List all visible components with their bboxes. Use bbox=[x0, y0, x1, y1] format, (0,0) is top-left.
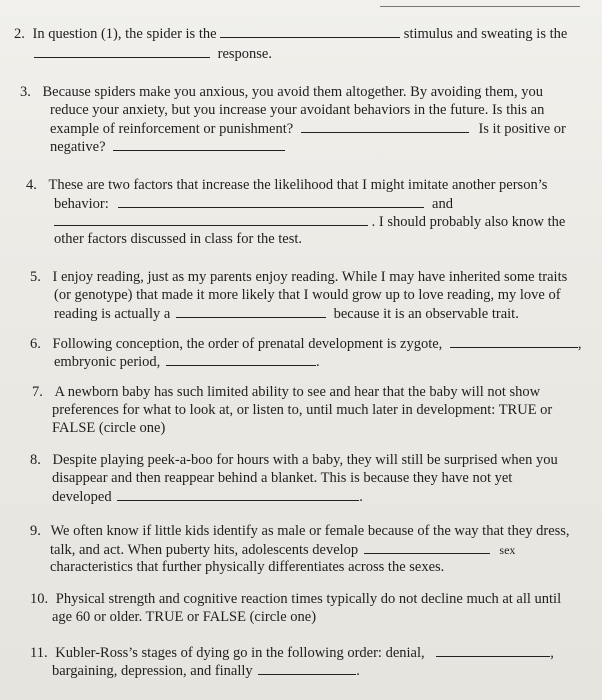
q9-number: 9. bbox=[30, 523, 41, 539]
q11-text-2: bargaining, depression, and finally bbox=[52, 663, 253, 679]
q3-line2: reduce your anxiety, but you increase your avoidant behaviors in the future. Is this an bbox=[50, 102, 545, 118]
q5-number: 5. bbox=[30, 269, 41, 285]
q3-text-3b: Is it positive or bbox=[478, 121, 566, 137]
q11-blank-1[interactable] bbox=[436, 644, 550, 657]
q11-line1: 11. Kubler-Ross’s stages of dying go in the following order: denial, , bbox=[30, 645, 554, 661]
q10-line2: age 60 or older. TRUE or FALSE (circle one) bbox=[52, 609, 317, 625]
q11-text-1: Kubler-Ross’s stages of dying go in the following order: denial, bbox=[55, 645, 425, 661]
q4-text-2a: behavior: bbox=[54, 196, 109, 212]
q9-line2 bbox=[50, 541, 515, 558]
q11-number: 11. bbox=[30, 645, 48, 661]
q11-line2: bargaining, depression, and finally . bbox=[52, 663, 360, 679]
q2-line2 bbox=[34, 45, 272, 62]
q5-text-3b: because it is an observable trait. bbox=[333, 306, 519, 322]
q6-line1: 6. Following conception, the order of prenatal development is zygote, , bbox=[30, 336, 582, 352]
q9-text-2b: sex bbox=[499, 543, 516, 557]
q4-line1 bbox=[26, 177, 547, 193]
q11-blank-2[interactable] bbox=[258, 662, 356, 675]
q3-line3 bbox=[50, 120, 566, 137]
q3-text-3a: example of reinforcement or punishment? bbox=[50, 121, 294, 137]
q5-line1 bbox=[30, 269, 567, 285]
q10-text-1: Physical strength and cognitive reaction times typically do not decline much at all until bbox=[55, 591, 562, 607]
q7-line2: preferences for what to look at, or listen to, until much later in development: TRUE or bbox=[52, 402, 553, 418]
q6-number: 6. bbox=[30, 336, 41, 352]
q2-number: 2. bbox=[14, 26, 25, 42]
q9-text-1: We often know if little kids identify as male or female because of the way that they dress, bbox=[50, 523, 570, 539]
q4-number: 4. bbox=[26, 177, 37, 193]
q3-blank-1[interactable] bbox=[301, 120, 469, 133]
q3-line1 bbox=[20, 84, 543, 100]
q2-text-c: response. bbox=[217, 46, 272, 62]
q4-text-3: . I should probably also know the bbox=[371, 214, 566, 230]
q3-text-4: negative? bbox=[50, 139, 106, 155]
q2-text-a: In question (1), the spider is the bbox=[32, 26, 217, 42]
q4-text-2b: and bbox=[432, 196, 453, 212]
q6-text-1: Following conception, the order of prenatal development is zygote, bbox=[52, 336, 443, 352]
q5-line2: (or genotype) that made it more likely that I would grow up to love reading, my love of bbox=[54, 287, 561, 303]
q3-number: 3. bbox=[20, 84, 31, 100]
q8-blank[interactable] bbox=[117, 488, 359, 501]
q2-line1 bbox=[14, 25, 567, 42]
q8-line1 bbox=[30, 452, 558, 468]
q5-blank[interactable] bbox=[176, 305, 326, 318]
q2-text-b: stimulus and sweating is the bbox=[403, 26, 568, 42]
q8-line3: developed . bbox=[52, 489, 363, 505]
q3-blank-2[interactable] bbox=[113, 138, 285, 151]
q8-text-1: Despite playing peek-a-boo for hours with a baby, they will still be surprised when you bbox=[52, 452, 558, 468]
q7-line3: FALSE (circle one) bbox=[52, 420, 166, 436]
q6-blank-2[interactable] bbox=[166, 353, 316, 366]
q10-number: 10. bbox=[30, 591, 49, 607]
q6-text-2: embryonic period, bbox=[54, 354, 161, 370]
q4-line3 bbox=[54, 213, 565, 230]
q4-line2 bbox=[54, 195, 453, 212]
q4-line4: other factors discussed in class for the test. bbox=[54, 231, 303, 247]
q4-blank-1[interactable] bbox=[118, 195, 424, 208]
q3-text-1: Because spiders make you anxious, you avoid them altogether. By avoiding them, you bbox=[42, 84, 544, 100]
q9-blank[interactable] bbox=[364, 541, 490, 554]
q2-blank-2[interactable] bbox=[34, 45, 210, 58]
q9-text-2a: talk, and act. When puberty hits, adolescents develop bbox=[50, 542, 359, 558]
q5-text-1: I enjoy reading, just as my parents enjoy reading. While I may have inherited some traits bbox=[52, 269, 568, 285]
q8-text-3: developed bbox=[52, 489, 112, 505]
q7-number: 7. bbox=[32, 384, 43, 400]
q3-line4 bbox=[50, 138, 285, 155]
q8-number: 8. bbox=[30, 452, 41, 468]
q9-line1 bbox=[30, 523, 570, 539]
q7-text-1: A newborn baby has such limited ability to see and hear that the baby will not show bbox=[54, 384, 541, 400]
q6-line2: embryonic period, . bbox=[54, 354, 320, 370]
q4-blank-2[interactable] bbox=[54, 213, 368, 226]
q8-line2: disappear and then reappear behind a blanket. This is because they have not yet bbox=[52, 470, 513, 486]
q9-line3: characteristics that further physically differentiates across the sexes. bbox=[50, 559, 445, 575]
q5-text-3a: reading is actually a bbox=[54, 306, 171, 322]
q6-blank-1[interactable] bbox=[450, 335, 578, 348]
top-rule bbox=[380, 6, 580, 7]
q7-line1 bbox=[32, 384, 540, 400]
q5-line3 bbox=[54, 305, 519, 322]
q4-text-1: These are two factors that increase the likelihood that I might imitate another person’s bbox=[48, 177, 548, 193]
q10-line1 bbox=[30, 591, 561, 607]
q2-blank-1[interactable] bbox=[220, 25, 400, 38]
